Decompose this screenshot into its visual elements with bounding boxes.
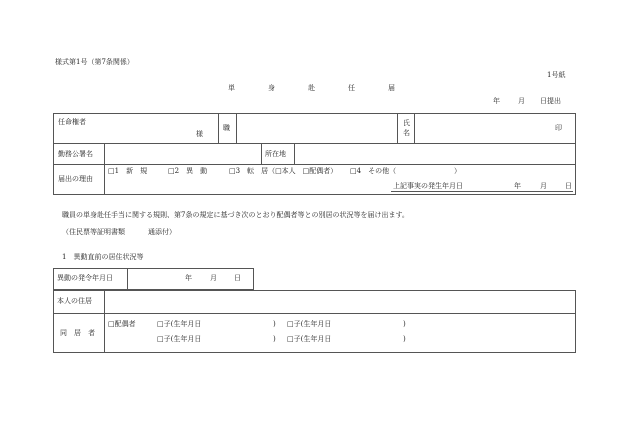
form-number: 1号紙 (547, 71, 566, 79)
child-checkbox-3[interactable]: □子(生年月日 (157, 335, 202, 343)
submit-date-day: 日提出 (540, 97, 561, 105)
name-label-bottom: 名 (403, 129, 410, 137)
table-outline (53, 113, 576, 195)
column-divider (294, 143, 295, 164)
address-label: 所在地 (265, 150, 286, 158)
residence-label: 本人の住居 (57, 297, 92, 305)
move-date-year: 年 (185, 274, 192, 282)
child-checkbox-2[interactable]: □子(生年月日 (287, 320, 332, 328)
title-char-5: 届 (388, 84, 395, 92)
title-char-1: 単 (228, 84, 235, 92)
row-divider (53, 313, 576, 314)
reason-option-relocation[interactable]: □3 転 居（□本人 □配偶者） (229, 167, 338, 175)
column-divider (414, 113, 415, 143)
move-date-label: 異動の発令年月日 (57, 274, 113, 282)
cohabitant-label: 同 居 者 (60, 329, 95, 337)
title-char-2: 身 (268, 84, 275, 92)
event-date-underline (391, 191, 573, 192)
reason-option-other[interactable]: □4 その他（ (350, 167, 397, 175)
column-divider (261, 143, 262, 164)
office-label: 勤務公署名 (58, 150, 93, 158)
child-checkbox-4[interactable]: □子(生年月日 (287, 335, 332, 343)
title-char-3: 赴 (308, 84, 315, 92)
honorific-label: 様 (196, 130, 203, 138)
reason-option-transfer[interactable]: □2 異 動 (168, 167, 208, 175)
submit-date-month: 月 (518, 97, 525, 105)
row-divider (53, 164, 576, 165)
child-close-1: ) (273, 320, 276, 328)
child-close-2: ) (403, 320, 406, 328)
column-divider (397, 113, 398, 143)
reason-label: 届出の理由 (58, 175, 93, 183)
event-date-year: 年 (514, 182, 521, 190)
child-close-4: ) (403, 335, 406, 343)
event-date-month: 月 (540, 182, 547, 190)
column-divider (236, 113, 237, 143)
title-char-4: 任 (348, 84, 355, 92)
column-divider (127, 268, 128, 290)
attachment-suffix: 通添付） (148, 228, 176, 236)
name-label-top: 氏 (403, 119, 410, 127)
appointer-label: 任命権者 (58, 118, 86, 126)
reason-option-new[interactable]: □1 新 規 (108, 167, 148, 175)
section-heading: 1 異動直前の居住状況等 (62, 253, 144, 261)
move-date-day: 日 (234, 274, 241, 282)
reason-other-close: ） (454, 167, 461, 175)
bureau-label: 職 (223, 124, 230, 132)
move-date-month: 月 (210, 274, 217, 282)
form-reference: 様式第1号（第7条関係） (55, 58, 134, 66)
attachment-label: （住民票等証明書類 (62, 228, 125, 236)
child-close-3: ) (273, 335, 276, 343)
submit-date-year: 年 (493, 97, 500, 105)
row-divider (53, 143, 576, 144)
column-divider (104, 143, 105, 195)
column-divider (104, 290, 105, 353)
statement-text: 職員の単身赴任手当に関する規則、第7条の規定に基づき次のとおり配偶者等との別居の状況等を届け出ます。 (62, 211, 409, 219)
seal-mark: 印 (555, 124, 562, 132)
spouse-checkbox[interactable]: □配偶者 (108, 320, 136, 328)
child-checkbox-1[interactable]: □子(生年月日 (157, 320, 202, 328)
event-date-day: 日 (565, 182, 572, 190)
event-date-label: 上記事実の発生年月日 (393, 182, 463, 190)
column-divider (218, 113, 219, 143)
